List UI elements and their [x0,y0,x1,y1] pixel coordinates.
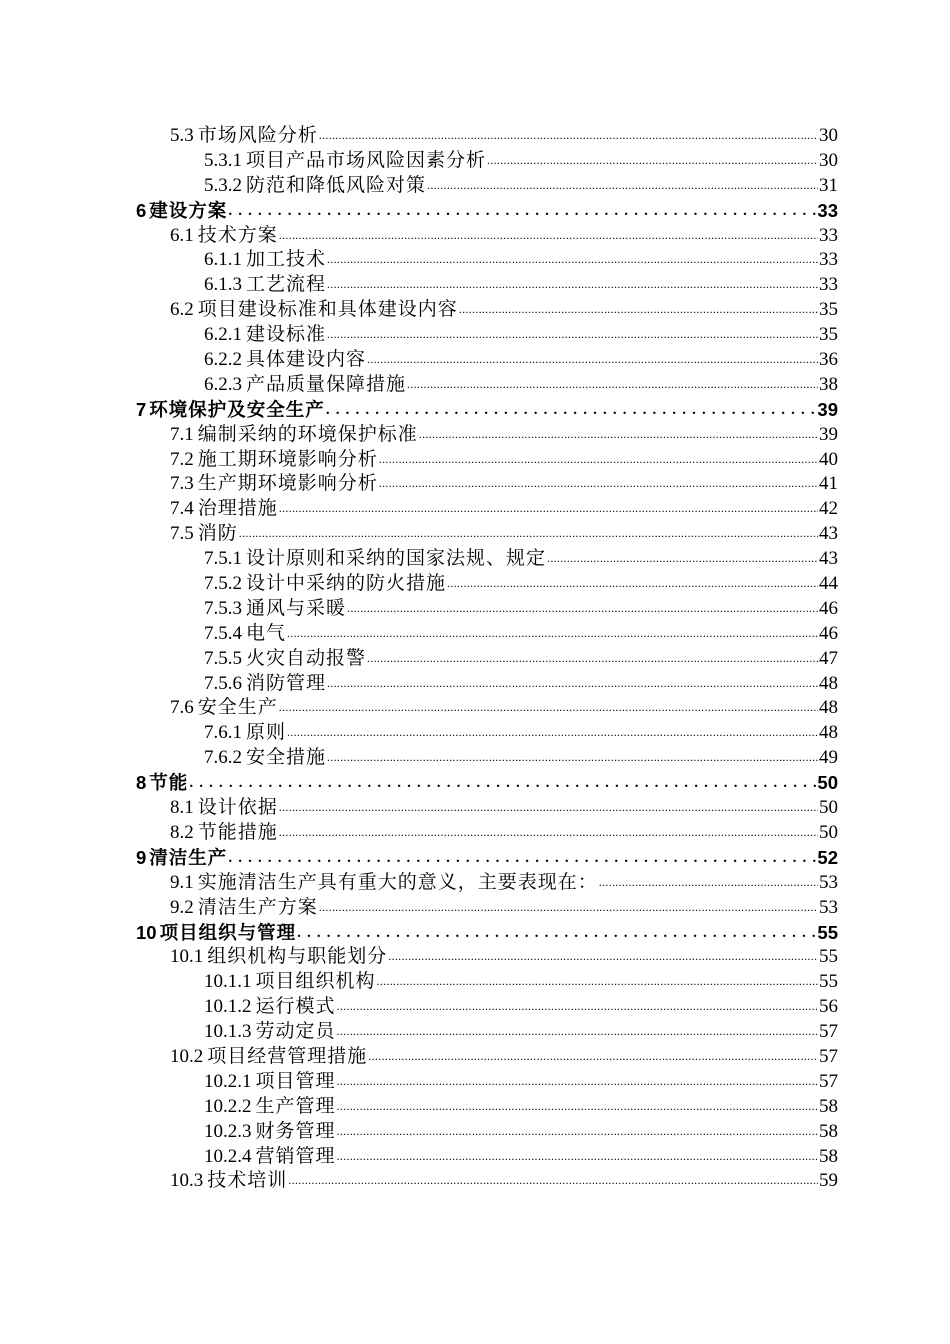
toc-entry-page-number: 46 [819,622,838,644]
toc-entry-page-number: 59 [819,1170,838,1192]
toc-entry-page-number: 46 [819,597,838,619]
toc-entry-title: 项目经营管理措施 [207,1045,368,1067]
toc-entry-page-number: 33 [817,199,838,221]
toc-entry-title: 通风与采暖 [246,597,347,619]
dot-leader [297,920,816,946]
dot-leader [287,620,818,646]
dot-leader [379,470,818,496]
dot-leader [337,1068,818,1094]
toc-entry-title: 市场风险分析 [197,125,318,146]
toc-entry-number: 6.2.2 [204,349,242,371]
toc-entry-page-number: 56 [819,996,838,1018]
toc-entry-title: 电气 [246,622,287,644]
toc-entry-number: 6.1.1 [204,249,242,271]
toc-entry-page-number: 55 [819,946,838,968]
toc-entry[interactable] [136,547,838,572]
toc-entry-page-number: 41 [819,473,838,495]
dot-leader [327,246,818,272]
toc-entry[interactable] [136,1070,838,1095]
toc-entry-title: 项目管理 [255,1070,336,1092]
toc-entry[interactable] [136,423,838,448]
toc-entry-title: 技术培训 [207,1170,288,1192]
toc-entry-number: 10.1.3 [204,1021,252,1043]
toc-entry-page-number: 48 [819,672,838,694]
toc-entry[interactable] [136,746,838,771]
toc-entry-title: 节能 [149,772,189,794]
toc-entry-page-number: 57 [819,1021,838,1043]
toc-entry-title: 编制采纳的环境保护标准 [197,423,418,445]
toc-entry-page-number: 48 [819,697,838,719]
toc-entry-page-number: 57 [819,1070,838,1092]
toc-entry-number: 7.5.3 [204,597,242,619]
toc-entry-title: 项目建设标准和具体建设内容 [197,299,458,321]
toc-entry-title: 节能措施 [197,821,278,843]
toc-entry[interactable] [136,497,838,522]
toc-entry-title: 产品质量保障措施 [246,373,407,395]
dot-leader [388,943,818,969]
toc-entry-number: 7.5.1 [204,548,242,570]
dot-leader [279,495,818,521]
toc-entry-page-number: 57 [819,1045,838,1067]
toc-entry-number: 10.1 [170,946,204,968]
dot-leader [419,421,818,447]
toc-entry[interactable] [136,796,838,821]
toc-entry-number: 7.5.4 [204,622,242,644]
toc-entry-number: 7.6.1 [204,722,242,744]
toc-entry[interactable] [136,896,838,921]
toc-entry[interactable] [136,1169,838,1194]
toc-entry[interactable] [136,298,838,323]
dot-leader [239,520,818,546]
toc-entry-number: 9 [136,846,147,868]
toc-entry-page-number: 38 [819,373,838,395]
dot-leader [347,595,818,621]
toc-entry-number: 9.1 [170,871,194,893]
toc-entry-page-number: 43 [819,548,838,570]
toc-entry-page-number: 58 [819,1145,838,1167]
dot-leader [337,1143,818,1169]
toc-entry-number: 9.2 [170,896,194,918]
dot-leader [377,968,818,994]
dot-leader [327,744,818,770]
dot-leader [326,397,817,423]
toc-entry-page-number: 35 [819,324,838,346]
toc-entry-number: 7.1 [170,423,194,445]
dot-leader [427,172,818,198]
dot-leader [228,845,816,871]
toc-entry[interactable] [136,572,838,597]
toc-entry-title: 营销管理 [255,1145,336,1167]
toc-entry-number: 6.2.3 [204,373,242,395]
dot-leader [288,1167,818,1193]
dot-leader [337,1118,818,1144]
dot-leader [279,819,818,845]
toc-entry-title: 工艺流程 [246,274,327,296]
toc-entry-title: 劳动定员 [255,1021,336,1043]
toc-entry-number: 10 [136,921,157,943]
toc-entry-title: 火灾自动报警 [246,647,367,669]
toc-entry-title: 建设标准 [246,324,327,346]
toc-entry-page-number: 33 [819,249,838,271]
toc-entry[interactable] [136,472,838,497]
toc-entry[interactable] [136,1120,838,1145]
toc-entry[interactable] [136,348,838,373]
toc-entry-number: 7.6.2 [204,747,242,769]
toc-entry-title: 具体建设内容 [246,349,367,371]
table-of-contents [136,124,838,1194]
toc-entry-page-number: 35 [819,299,838,321]
toc-entry-page-number: 48 [819,722,838,744]
toc-entry-page-number: 50 [819,797,838,819]
toc-entry-page-number: 43 [819,523,838,545]
toc-entry-title: 消防 [197,523,238,545]
toc-entry[interactable] [136,970,838,995]
toc-entry-number: 10.3 [170,1170,204,1192]
toc-entry-page-number: 40 [819,448,838,470]
dot-leader [327,271,818,297]
toc-entry-number: 10.2 [170,1045,204,1067]
toc-entry[interactable] [136,1095,838,1120]
toc-entry-number: 7.2 [170,448,194,470]
toc-entry-number: 5.3.1 [204,149,242,171]
toc-entry-title: 消防管理 [246,672,327,694]
toc-entry-number: 7.5.5 [204,647,242,669]
toc-entry-title: 建设方案 [149,199,228,221]
toc-entry[interactable] [136,199,838,224]
toc-entry-title: 运行模式 [255,996,336,1018]
toc-entry[interactable] [136,771,838,796]
toc-entry-number: 6.2 [170,299,194,321]
toc-entry-title: 清洁生产 [149,846,228,868]
toc-entry-page-number: 33 [819,274,838,296]
toc-entry-title: 环境保护及安全生产 [149,398,325,420]
toc-entry-page-number: 33 [819,224,838,246]
toc-entry-number: 5.3 [170,125,194,146]
toc-entry-page-number: 53 [819,896,838,918]
toc-entry-page-number: 52 [817,846,838,868]
toc-entry-page-number: 55 [819,971,838,993]
toc-entry-page-number: 30 [819,149,838,171]
dot-leader [279,694,818,720]
toc-entry[interactable] [136,124,838,149]
toc-entry[interactable] [136,149,838,174]
toc-entry-page-number: 36 [819,349,838,371]
toc-entry-page-number: 58 [819,1120,838,1142]
toc-entry-title: 项目组织与管理 [159,921,297,943]
toc-entry[interactable] [136,696,838,721]
toc-entry-title: 安全生产 [197,697,278,719]
toc-entry[interactable] [136,273,838,298]
toc-entry-number: 6.1 [170,224,194,246]
toc-entry-title: 组织机构与职能划分 [207,946,388,968]
dot-leader [319,894,818,920]
toc-entry-title: 技术方案 [197,224,278,246]
toc-entry-number: 7.6 [170,697,194,719]
toc-entry[interactable] [136,597,838,622]
toc-entry-title: 施工期环境影响分析 [197,448,378,470]
toc-entry[interactable] [136,921,838,946]
toc-entry-page-number: 39 [819,423,838,445]
toc-entry-number: 10.2.4 [204,1145,252,1167]
dot-leader [368,1043,818,1069]
dot-leader [327,321,818,347]
toc-entry[interactable] [136,721,838,746]
toc-entry-number: 7.4 [170,498,194,520]
toc-entry-page-number: 47 [819,647,838,669]
dot-leader [407,371,818,397]
toc-entry-number: 10.1.1 [204,971,252,993]
toc-entry[interactable] [136,224,838,249]
toc-entry-page-number: 50 [819,821,838,843]
toc-entry-page-number: 31 [819,174,838,196]
toc-entry-number: 10.2.3 [204,1120,252,1142]
toc-entry-title: 生产期环境影响分析 [197,473,378,495]
dot-leader [228,198,816,224]
toc-entry-number: 6.1.3 [204,274,242,296]
toc-entry-number: 10.2.2 [204,1095,252,1117]
dot-leader [279,222,818,248]
toc-entry-title: 治理措施 [197,498,278,520]
dot-leader [547,545,818,571]
dot-leader [279,794,818,820]
toc-entry-title: 设计依据 [197,797,278,819]
toc-entry-number: 7.5.6 [204,672,242,694]
toc-entry-number: 7.5.2 [204,573,242,595]
toc-entry-page-number: 53 [819,871,838,893]
dot-leader [287,719,818,745]
toc-entry-page-number: 49 [819,747,838,769]
dot-leader [599,869,818,895]
dot-leader [367,645,818,671]
dot-leader [367,346,818,372]
toc-entry-number: 8.1 [170,797,194,819]
toc-entry[interactable] [136,622,838,647]
toc-entry[interactable] [136,248,838,273]
toc-entry-number: 8.2 [170,821,194,843]
toc-entry-title: 加工技术 [246,249,327,271]
dot-leader [337,1093,818,1119]
toc-entry[interactable] [136,846,838,871]
toc-entry[interactable] [136,647,838,672]
toc-entry[interactable] [136,995,838,1020]
toc-entry-page-number: 42 [819,498,838,520]
toc-entry-number: 6 [136,199,147,221]
toc-entry[interactable] [136,672,838,697]
toc-entry[interactable] [136,821,838,846]
dot-leader [487,147,818,173]
toc-entry-title: 防范和降低风险对策 [246,174,427,196]
toc-entry-page-number: 30 [819,125,838,146]
toc-entry-number: 6.2.1 [204,324,242,346]
toc-entry[interactable] [136,1045,838,1070]
toc-entry[interactable] [136,174,838,199]
toc-entry[interactable] [136,1020,838,1045]
toc-entry-title: 设计原则和采纳的国家法规、规定 [246,548,547,570]
toc-entry-title: 原则 [246,722,287,744]
dot-leader [319,122,818,148]
toc-entry-title: 设计中采纳的防火措施 [246,573,447,595]
toc-entry-number: 7.5 [170,523,194,545]
toc-entry-title: 项目组织机构 [255,971,376,993]
toc-entry-title: 安全措施 [246,747,327,769]
dot-leader [459,296,818,322]
dot-leader [447,570,818,596]
toc-entry-title: 生产管理 [255,1095,336,1117]
toc-entry-page-number: 58 [819,1095,838,1117]
toc-entry[interactable] [136,398,838,423]
toc-entry[interactable] [136,373,838,398]
dot-leader [379,446,818,472]
toc-entry-page-number: 44 [819,573,838,595]
toc-entry-title: 项目产品市场风险因素分析 [246,149,487,171]
toc-entry-number: 10.2.1 [204,1070,252,1092]
dot-leader [337,1018,818,1044]
dot-leader [189,770,816,796]
toc-entry-number: 5.3.2 [204,174,242,196]
toc-entry[interactable] [136,871,838,896]
toc-entry-number: 7.3 [170,473,194,495]
toc-entry-page-number: 55 [817,921,838,943]
toc-entry-page-number: 50 [817,772,838,794]
toc-entry-title: 实施清洁生产具有重大的意义，主要表现在： [197,871,598,893]
toc-entry[interactable] [136,323,838,348]
toc-entry[interactable] [136,448,838,473]
dot-leader [327,670,818,696]
toc-entry-title: 财务管理 [255,1120,336,1142]
toc-entry-page-number: 39 [817,398,838,420]
toc-entry[interactable] [136,522,838,547]
toc-entry-number: 7 [136,398,147,420]
dot-leader [337,993,818,1019]
toc-entry-number: 8 [136,772,147,794]
toc-entry-title: 清洁生产方案 [197,896,318,918]
toc-entry[interactable] [136,1145,838,1170]
toc-entry[interactable] [136,945,838,970]
toc-entry-number: 10.1.2 [204,996,252,1018]
